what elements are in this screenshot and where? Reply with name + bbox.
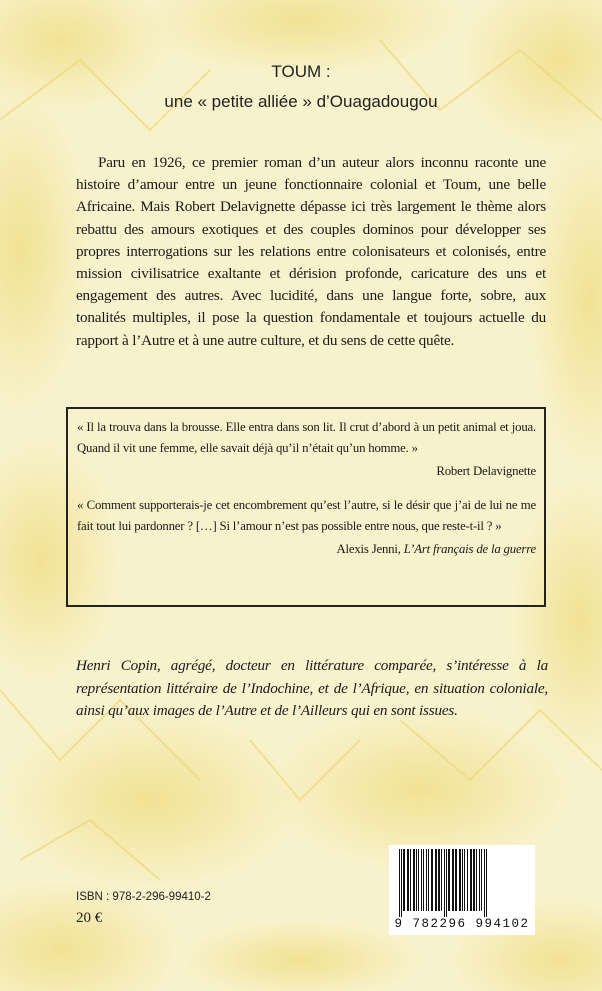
- quote-text: « Comment supporterais-je cet encombrement qu’est l’autre, si le désir que j’ai de lui ne me fait tout lui pardonner ? […] Si l’amour n’est pas possible entre nous, que reste-t-il ? »: [77, 498, 536, 533]
- isbn: ISBN : 978-2-296-99410-2: [76, 891, 211, 903]
- book-subtitle: une « petite alliée » d’Ouagadougou: [164, 92, 438, 111]
- barcode-bar: [407, 849, 409, 911]
- barcode: [389, 845, 535, 935]
- author-bio: Henri Copin, agrégé, docteur en littérature comparée, s’intéresse à la représentation littéraire de l’Indochine, et de l’Afrique, en situation coloniale, ainsi qu’aux images de l’Autre et de l’Ailleurs qui en sont issues.: [76, 657, 548, 719]
- quote-author: [77, 461, 536, 482]
- price: 20 €: [76, 910, 103, 926]
- barcode-bar: [431, 849, 433, 911]
- book-title: TOUM :: [271, 62, 331, 81]
- barcode-bar: [435, 849, 437, 911]
- barcode-bar: [486, 849, 487, 917]
- barcode-bar: [423, 849, 424, 911]
- barcode-bar: [418, 849, 419, 911]
- barcode-bar: [484, 849, 485, 917]
- barcode-bar: [410, 849, 411, 911]
- barcode-bar: [413, 849, 415, 911]
- blurb-paragraph: Paru en 1926, ce premier roman d’un auteur alors inconnu raconte une histoire d’amour entre un jeune fonctionnaire colonial et Toum, une belle Africaine. Mais Robert Delavignette dépasse ici très largement le thème alors rebattu des amours exotiques et des couples dominos pour développer ses propres interrogations sur les relations entre colonisateurs et colonisés, entre mission civilisatrice exaltante et dérision profonde, caricature des uns et engagement des autres. Avec lucidité, dans une langue forte, sobre, aux tonalités multiples, il pose la question fondamentale et toujours actuelle du rapport à l’Autre et à une autre culture, et du sens de cette quête.: [76, 154, 546, 349]
- barcode-bar: [467, 849, 468, 911]
- quote-author-name: Robert Delavignette: [436, 464, 536, 478]
- barcode-bar: [438, 849, 440, 911]
- barcode-bar: [416, 849, 417, 911]
- quote-work-title: L’Art français de la guerre: [403, 542, 536, 556]
- barcode-bar: [448, 849, 450, 911]
- barcode-bar: [479, 849, 480, 911]
- quote-text: « Il la trouva dans la brousse. Elle entra dans son lit. Il crut d’abord à un petit animal et joua. Quand il vit une femme, elle savait déjà qu’il n’était qu’un homme. »: [77, 420, 536, 455]
- quotes-box: [66, 407, 546, 607]
- barcode-bars: [397, 849, 527, 917]
- barcode-bar: [446, 849, 447, 917]
- barcode-bar: [399, 849, 400, 917]
- quote-2: [77, 495, 536, 560]
- quote-1: [77, 417, 536, 482]
- quote-author: [77, 539, 536, 560]
- barcode-bar: [462, 849, 463, 911]
- barcode-bar: [452, 849, 454, 911]
- barcode-bar: [473, 849, 475, 911]
- barcode-bar: [476, 849, 477, 911]
- barcode-bar: [403, 849, 405, 911]
- barcode-bar: [481, 849, 482, 911]
- barcode-bar: [441, 849, 442, 911]
- barcode-bar: [464, 849, 465, 911]
- barcode-bar: [428, 849, 429, 911]
- barcode-bar: [455, 849, 457, 911]
- barcode-bar: [470, 849, 472, 911]
- barcode-bar: [401, 849, 402, 917]
- barcode-bar: [444, 849, 445, 917]
- barcode-bar: [421, 849, 422, 911]
- barcode-number: 9 782296 994102: [394, 917, 530, 931]
- barcode-bar: [426, 849, 427, 911]
- quote-author-name: Alexis Jenni,: [336, 542, 404, 556]
- barcode-bar: [459, 849, 461, 911]
